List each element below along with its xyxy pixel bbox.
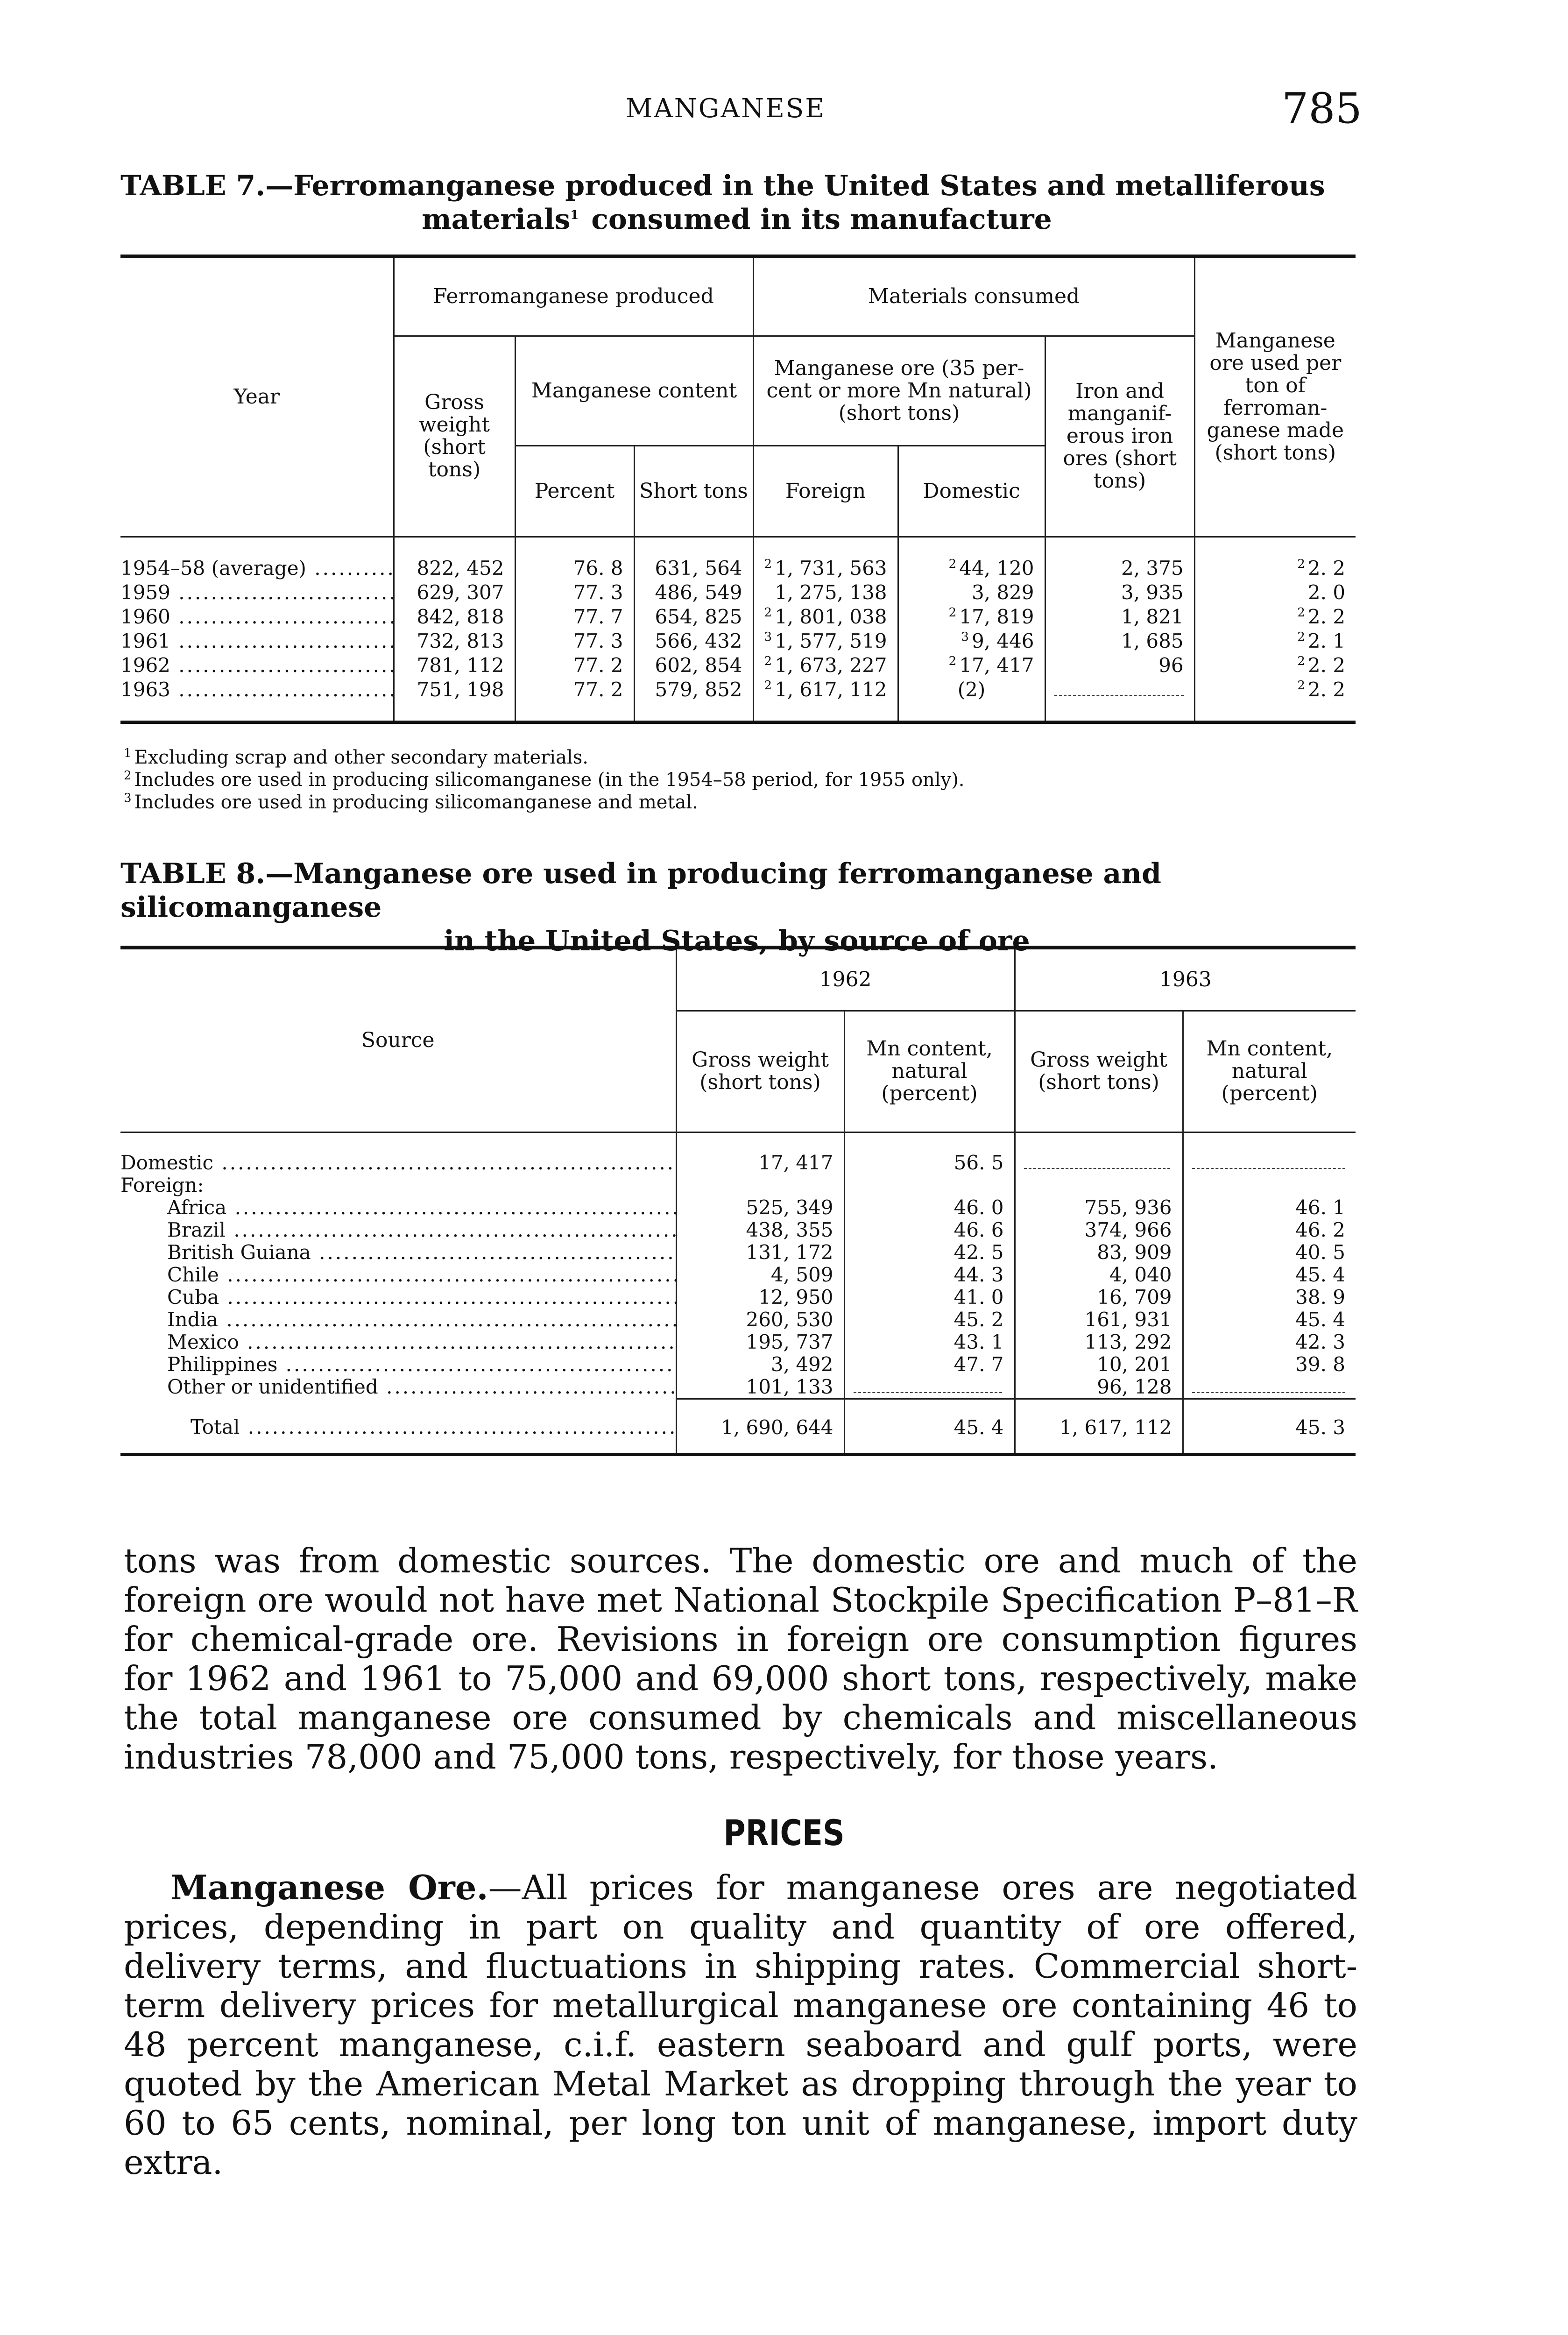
section-heading-prices: PRICES [723,1812,845,1854]
footnote-ref: 1 [570,208,579,222]
table-row [120,580,1356,605]
col-header-gross-weight: Gross weight (short tons) [394,336,515,537]
col-header-mn-ore: Manganese ore (35 per-cent or more Mn natural) (short tons) [753,336,1045,446]
cell-gross-1963: 16, 709 [1015,1286,1183,1309]
cell-domestic [898,653,1045,678]
empty-dash [1192,1381,1346,1393]
table8-caption-line2: in the United States, by source of ore [444,925,1030,957]
row-label-year: 1959 ..... [120,580,394,605]
cell-percent: 77. 3 [515,580,634,605]
col-header-year: Year [120,256,394,537]
cell-percent: 76. 8 [515,537,634,580]
cell-mn-1963: 39. 8 [1183,1353,1356,1376]
cell-per-ton [1194,678,1356,722]
cell-foreign [753,605,898,629]
cell-iron: 3, 935 [1045,580,1194,605]
running-head-title: MANGANESE [626,93,826,124]
footnote-ref: 3 [764,630,772,644]
cell-gross-1962: 1, 690, 644 [676,1399,844,1454]
cell-mn-1963: 40. 5 [1183,1241,1356,1264]
col-header-mn-content-1963: Mn content, natural (percent) [1183,1011,1356,1132]
cell-gross-1963: 113, 292 [1015,1331,1183,1353]
row-label-year: 1962 ..... [120,653,394,678]
cell-gross: 732, 813 [394,629,515,653]
table-row [120,1353,1356,1376]
cell-gross-1963: 10, 201 [1015,1353,1183,1376]
col-header-gross-weight-1962: Gross weight (short tons) [676,1011,844,1132]
cell-short-tons: 579, 852 [634,678,753,722]
footnote-text: Excluding scrap and other secondary materials. [134,747,588,768]
cell-iron: 1, 685 [1045,629,1194,653]
table7-footnotes [124,746,1338,814]
footnote-mark: 2 [124,768,132,783]
cell-per-ton-value: 2. 2 [1307,605,1346,628]
col-header-ferro-produced: Ferromanganese produced [394,256,753,336]
cell-percent: 77. 3 [515,629,634,653]
empty-cell [1015,1174,1183,1196]
footnote-ref: 3 [961,630,969,644]
table-row [120,1286,1356,1309]
cell-mn-1963 [1183,1376,1356,1399]
footnote-ref: 2 [764,605,772,620]
row-label-source: Brazil ..... [120,1219,676,1241]
table7-caption [120,169,1353,236]
footnote-text: Includes ore used in producing silicomanganese (in the 1954–58 period, for 1955 only). [134,769,965,791]
cell-mn-1962: 47. 7 [844,1353,1015,1376]
cell-mn-1963: 46. 2 [1183,1219,1356,1241]
row-label-year: 1960 ..... [120,605,394,629]
cell-per-ton-value: 2. 2 [1307,678,1346,701]
cell-per-ton [1194,629,1356,653]
footnote-ref: 2 [764,654,772,668]
cell-mn-1963: 45. 4 [1183,1309,1356,1331]
empty-dash [1192,1157,1346,1169]
cell-domestic [898,605,1045,629]
row-label-source: Other or unidentified ..... [120,1376,676,1399]
cell-foreign [753,537,898,580]
cell-domestic: (2) [898,678,1045,722]
table-row [120,1331,1356,1353]
cell-percent: 77. 2 [515,653,634,678]
table7-caption-line2-a: materials [422,203,571,236]
cell-gross-1962: 438, 355 [676,1219,844,1241]
table8-body [120,1132,1356,1454]
cell-gross-1963: 755, 936 [1015,1196,1183,1219]
footnote-ref: 2 [1297,557,1305,571]
cell-mn-1962: 45. 4 [844,1399,1015,1454]
cell-percent: 77. 7 [515,605,634,629]
cell-mn-1962: 46. 6 [844,1219,1015,1241]
footnote-ref: 2 [948,557,957,571]
empty-cell [844,1174,1015,1196]
cell-domestic: 3, 829 [898,580,1045,605]
row-label-source: Mexico ..... [120,1331,676,1353]
table-row [120,1132,1356,1174]
cell-domestic [898,537,1045,580]
footnote-ref: 2 [1297,654,1305,668]
cell-gross: 781, 112 [394,653,515,678]
cell-short-tons: 566, 432 [634,629,753,653]
cell-mn-1962: 42. 5 [844,1241,1015,1264]
cell-per-ton-value: 2. 2 [1307,653,1346,677]
table-row [120,1196,1356,1219]
cell-foreign-value: 1, 617, 112 [775,678,887,701]
cell-gross-1963: 83, 909 [1015,1241,1183,1264]
cell-per-ton [1194,653,1356,678]
cell-foreign: 1, 275, 138 [753,580,898,605]
empty-cell [676,1174,844,1196]
col-header-foreign: Foreign [753,446,898,537]
cell-mn-1962: 41. 0 [844,1286,1015,1309]
cell-mn-1962: 44. 3 [844,1264,1015,1286]
row-label-total: Total ..... [120,1399,676,1454]
cell-gross-1962: 17, 417 [676,1132,844,1174]
row-label-source: Chile ..... [120,1264,676,1286]
cell-iron: 96 [1045,653,1194,678]
cell-mn-1962: 43. 1 [844,1331,1015,1353]
cell-gross-1963: 96, 128 [1015,1376,1183,1399]
cell-gross-1962: 260, 530 [676,1309,844,1331]
table-row [120,1309,1356,1331]
footnote-ref: 2 [948,605,957,620]
table8 [120,946,1356,1456]
footnote-ref: 2 [1297,678,1305,693]
table-row [120,678,1356,722]
table7-body [120,537,1356,722]
footnote [124,746,1338,769]
cell-per-ton: 2. 0 [1194,580,1356,605]
col-header-mn-content: Manganese content [515,336,753,446]
cell-short-tons: 486, 549 [634,580,753,605]
cell-gross: 751, 198 [394,678,515,722]
table-row [120,1174,1356,1196]
cell-domestic-value: 17, 417 [959,653,1034,677]
table-row-total [120,1399,1356,1454]
cell-gross-1963: 1, 617, 112 [1015,1399,1183,1454]
row-label-source: Africa ..... [120,1196,676,1219]
cell-foreign-value: 1, 731, 563 [775,556,887,580]
cell-short-tons: 602, 854 [634,653,753,678]
cell-domestic-value: 17, 819 [959,605,1034,628]
footnote-text: Includes ore used in producing silicomanganese and metal. [134,792,698,813]
cell-gross-1962: 101, 133 [676,1376,844,1399]
cell-mn-1963: 42. 3 [1183,1331,1356,1353]
cell-per-ton-value: 2. 2 [1307,556,1346,580]
footnote-mark: 3 [124,791,132,805]
cell-foreign-value: 1, 577, 519 [775,629,887,652]
row-label-source: Domestic ..... [120,1132,676,1174]
footnote [124,769,1338,791]
footnote-ref: 2 [764,678,772,693]
cell-foreign-value: 1, 673, 227 [775,653,887,677]
table8-caption [120,857,1353,958]
cell-mn-1963: 45. 3 [1183,1399,1356,1454]
cell-mn-1963: 46. 1 [1183,1196,1356,1219]
empty-dash [1024,1157,1170,1169]
cell-gross-1962: 195, 737 [676,1331,844,1353]
col-header-materials-consumed: Materials consumed [753,256,1194,336]
page-number: 785 [1282,84,1362,133]
table-row [120,605,1356,629]
cell-gross-1962: 3, 492 [676,1353,844,1376]
table-row [120,1264,1356,1286]
cell-domestic [898,629,1045,653]
cell-mn-1963 [1183,1132,1356,1174]
table7-caption-line2-b: consumed in its manufacture [581,203,1052,236]
cell-gross-1962: 12, 950 [676,1286,844,1309]
cell-gross-1963: 374, 966 [1015,1219,1183,1241]
table-row [120,537,1356,580]
body-paragraph: tons was from domestic sources. The domestic ore and much of the foreign ore would not have met National Stockpile Specification P–81–R for chemical-grade ore. Revisions in foreign ore consumption figures for 1962 and 1961 to 75,000 and 69,000 short tons, respectively, make the total manganese ore consumed by chemicals and miscellaneous industries 78,000 and 75,000 tons, respectively, for those years. [124,1541,1357,1776]
col-header-mn-content-1962: Mn content, natural (percent) [844,1011,1015,1132]
cell-mn-1962: 56. 5 [844,1132,1015,1174]
footnote-ref: 2 [764,557,772,571]
cell-short-tons: 631, 564 [634,537,753,580]
table-row [120,1219,1356,1241]
paragraph-body: —All prices for manganese ores are negotiated prices, depending in part on quality and quantity of ore offered, delivery terms, and fluctuations in shipping rates. Commercial short-term delivery prices for metallurgical manganese ore containing 46 to 48 percent manganese, c.i.f. eastern seaboard and gulf ports, were quoted by the American Metal Market as dropping through the year to 60 to 65 cents, nominal, per long ton unit of manganese, import duty extra. [124,1868,1358,2182]
cell-gross: 842, 818 [394,605,515,629]
row-label-year: 1954–58 (average) ..... [120,537,394,580]
footnote [124,791,1338,814]
table-row [120,629,1356,653]
paragraph-lead: Manganese Ore. [170,1868,488,1907]
row-label-source: India ..... [120,1309,676,1331]
col-header-gross-weight-1963: Gross weight (short tons) [1015,1011,1183,1132]
row-label-source: Philippines ..... [120,1353,676,1376]
col-header-mn-per-ton: Manganese ore used per ton of ferroman-ganese made (short tons) [1194,256,1356,537]
cell-gross-1963: 161, 931 [1015,1309,1183,1331]
cell-gross-1962: 4, 509 [676,1264,844,1286]
empty-dash [854,1381,1002,1393]
table-row [120,1376,1356,1399]
row-label-source: Cuba ..... [120,1286,676,1309]
cell-foreign-value: 1, 801, 038 [775,605,887,628]
cell-foreign [753,629,898,653]
cell-foreign [753,678,898,722]
cell-gross-1962: 131, 172 [676,1241,844,1264]
cell-per-ton [1194,605,1356,629]
cell-mn-1963: 38. 9 [1183,1286,1356,1309]
cell-gross-1963 [1015,1132,1183,1174]
cell-iron: 1, 821 [1045,605,1194,629]
cell-mn-1963: 45. 4 [1183,1264,1356,1286]
row-label-source: British Guiana ..... [120,1241,676,1264]
cell-iron [1045,678,1194,722]
cell-iron: 2, 375 [1045,537,1194,580]
cell-foreign [753,653,898,678]
row-label-year: 1961 ..... [120,629,394,653]
col-header-domestic: Domestic [898,446,1045,537]
cell-mn-1962: 46. 0 [844,1196,1015,1219]
empty-dash [1054,684,1184,696]
col-header-short-tons: Short tons [634,446,753,537]
cell-gross-1962: 525, 349 [676,1196,844,1219]
cell-gross-1963: 4, 040 [1015,1264,1183,1286]
row-label-year: 1963 ..... [120,678,394,722]
cell-domestic-value: 44, 120 [959,556,1034,580]
col-header-percent: Percent [515,446,634,537]
col-header-source: Source [120,948,676,1132]
footnote-ref: 2 [1297,630,1305,644]
cell-domestic-value: 9, 446 [971,629,1034,652]
row-label-source: Foreign: [120,1174,204,1196]
table-row [120,1241,1356,1264]
cell-mn-1962 [844,1376,1015,1399]
table7 [120,255,1356,724]
cell-per-ton-value: 2. 1 [1307,629,1346,652]
footnote-ref: 2 [1297,605,1305,620]
table7-caption-line1: TABLE 7.—Ferromanganese produced in the United States and metalliferous [120,170,1325,202]
cell-short-tons: 654, 825 [634,605,753,629]
empty-cell [1183,1174,1356,1196]
cell-mn-1962: 45. 2 [844,1309,1015,1331]
cell-percent: 77. 2 [515,678,634,722]
cell-per-ton [1194,537,1356,580]
body-paragraph [124,1868,1357,2182]
table7-caption-line2 [120,203,1353,236]
col-header-iron-ores: Iron and manganif-erous iron ores (short tons) [1045,336,1194,537]
footnote-ref: 2 [948,654,957,668]
footnote-mark: 1 [124,746,132,760]
table8-caption-line1: TABLE 8.—Manganese ore used in producing ferromanganese and silicomanganese [120,857,1161,924]
col-header-1963: 1963 [1015,948,1356,1011]
col-header-1962: 1962 [676,948,1015,1011]
cell-gross: 629, 307 [394,580,515,605]
cell-gross: 822, 452 [394,537,515,580]
table-row [120,653,1356,678]
